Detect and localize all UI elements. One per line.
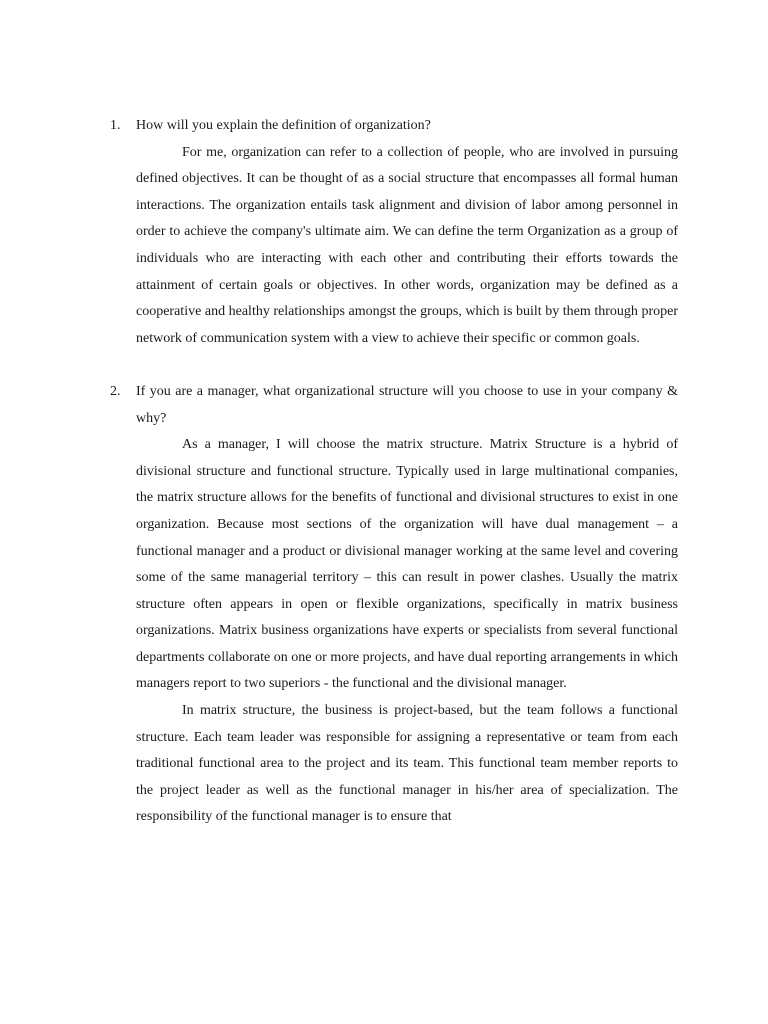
answer-paragraph: As a manager, I will choose the matrix structure. Matrix Structure is a hybrid of divisional structure and functional structure. Typically used in large multinational companies, the matrix structure allows for the benefits of functional and divisional structures to exist in one organization. Because most sections of the organization will have dual management – a functional manager and a product or divisional manager working at the same level and covering some of the same managerial territory – this can result in power clashes. Usually the matrix structure often appears in open or flexible organizations, specifically in matrix business organizations. Matrix business organizations have experts or specialists from several functional departments collaborate on one or more projects, and have dual reporting arrangements in which managers report to two superiors - the functional and the divisional manager. (136, 437, 678, 692)
answer-paragraph: In matrix structure, the business is project-based, but the team follows a functional structure. Each team leader was responsible for assigning a representative or team from each traditional functional area to the project and its team. This functional team member reports to the project leader as well as the functional manager in his/her area of specialization. The responsibility of the functional manager is to ensure that (136, 703, 678, 825)
section-spacer (110, 352, 678, 379)
document-body (110, 113, 678, 831)
question-2 (110, 379, 678, 432)
answer-paragraph: For me, organization can refer to a collection of people, who are involved in pursuing defined objectives. It can be thought of as a social structure that encompasses all formal human interactions. The organization entails task alignment and division of labor among personnel in order to achieve the company's ultimate aim. We can define the term Organization as a group of individuals who are interacting with each other and contributing their efforts towards the attainment of certain goals or objectives. In other words, organization may be defined as a cooperative and healthy relationships amongst the groups, which is built by them through proper network of communication system with a view to achieve their specific or common goals. (136, 144, 678, 346)
question-text: How will you explain the definition of organization? (136, 118, 431, 133)
question-number: 1. (110, 118, 121, 133)
question-1 (110, 113, 678, 140)
question-number: 2. (110, 383, 121, 399)
question-text: If you are a manager, what organizational structure will you choose to use in your company & why? (136, 383, 678, 426)
